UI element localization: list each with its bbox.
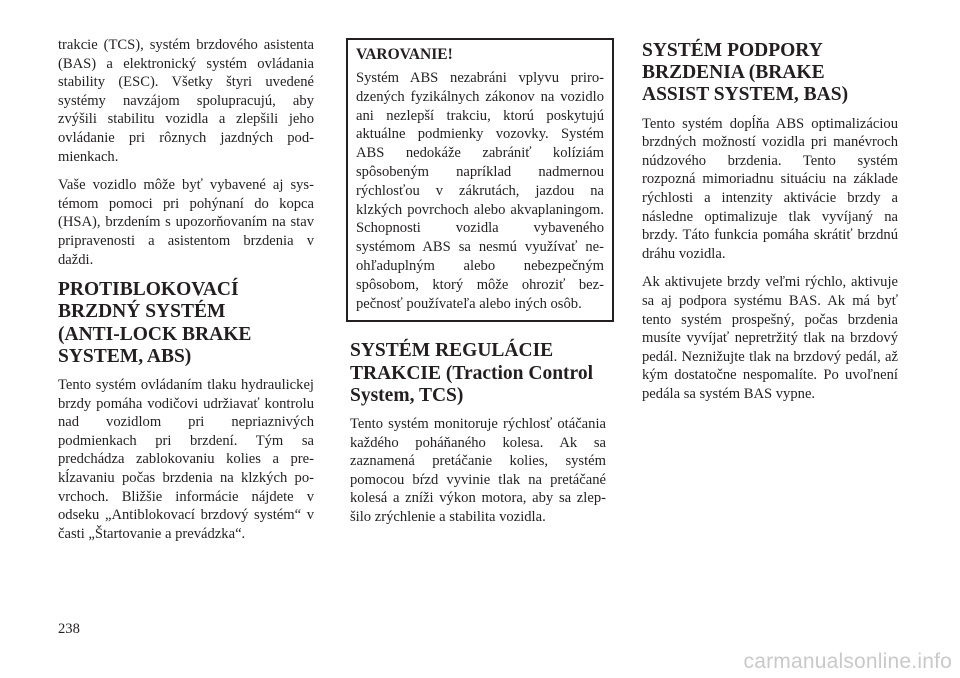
watermark-link[interactable]: carmanualsonline.info xyxy=(743,650,952,673)
warning-box xyxy=(346,38,614,322)
bas-paragraph-1: Tento systém dopĺňa ABS optimalizáciou brzdných možností vozidla pri manévroch núdzového brzdenia. Tento systém rozpozná mimoriadnu situáciu na základe rýchlosti a intenzity aktivácie brzdy a následne optimalizuje tlak vyvíjaný na brzdy. Táto funkcia pomáha skrátiť brzdnú dráhu vozidla. xyxy=(642,115,898,262)
bas-heading: SYSTÉM PODPORY BRZDENIA (BRAKE ASSIST SYSTEM, BAS) xyxy=(642,40,849,106)
page-number: 238 xyxy=(58,621,80,637)
intro-paragraph-2: Vaše vozidlo môže byť vybavené aj systémom pomoci pri pohýnaní do kopca (HSA), brzdením s upozorňovaním na stav pripravenosti a asistentom brzdenia v daždi. xyxy=(58,177,314,268)
abs-paragraph: Tento systém ovládaním tlaku hydraulickej brzdy pomáha vodičovi udržiavať kontrolu nad vozidlom pri nepriaznivých podmienkach pri brzdení. Tým sa predchádza zablokovaniu kolies a prekĺzavaniu počas brzdenia na klzkých povrchoch. Bližšie informácie nájdete v odseku „Antiblokovací brzdový systém“ v časti „Štartovanie a prevádzka“. xyxy=(58,376,314,542)
bas-paragraph-2: Ak aktivujete brzdy veľmi rýchlo, aktivuje sa aj podpora systému BAS. Ak má byť tento systém prospešný, počas brzdenia musíte vyvíjať nepretržitý tlak na brzdový pedál. Neznižujte tlak na brzdový pedál, až kým dostatočne nespomalíte. Po uvoľnení pedála sa systém BAS vypne. xyxy=(642,274,898,402)
column-left xyxy=(58,36,314,553)
tcs-paragraph: Tento systém monitoruje rýchlosť otáčania každého poháňaného kolesa. Ak sa zaznamená pretáčanie kolies, systém pomocou bŕzd vyvinie tlak na pretáčané kolesá a zníži výkon motora, aby sa zlepšilo zrýchlenie a stabilita vozidla. xyxy=(350,415,606,525)
warning-title: VAROVANIE! xyxy=(356,46,453,63)
abs-heading: PROTIBLOKOVACÍ BRZDNÝ SYSTÉM (ANTI-LOCK BRAKE SYSTEM, ABS) xyxy=(58,279,252,367)
warning-text: Systém ABS nezabráni vplyvu prirodzených fyzikálnych zákonov na vozidlo ani nezlepší trakciu, ktorú poskytujú aktuálne podmienky vozovky. Systém ABS nedokáže zabrániť kolíziám spôsobeným napríklad nadmernou rýchlosťou v zákrutách, jazdou na klzkých povrchoch alebo akvaplaningom. Schopnosti vozidla vybaveného systémom ABS sa nesmú využívať neohľaduplným alebo nebezpečným spôsobom, ktorý môže ohroziť bezpečnosť používateľa alebo iných osôb. xyxy=(356,70,604,312)
intro-paragraph-1: trakcie (TCS), systém brzdového asistenta (BAS) a elektronický systém ovládania stability (ESC). Všetky štyri uvedené systémy navzájom spolupracujú, aby zvýšili stabilitu vozidla a zlepšili jeho ovládanie pri rôznych jazdných podmienkach. xyxy=(58,37,314,165)
column-right xyxy=(642,36,898,414)
tcs-heading: SYSTÉM REGULÁCIE TRAKCIE (Traction Control System, TCS) xyxy=(350,340,594,406)
column-middle xyxy=(350,36,606,537)
